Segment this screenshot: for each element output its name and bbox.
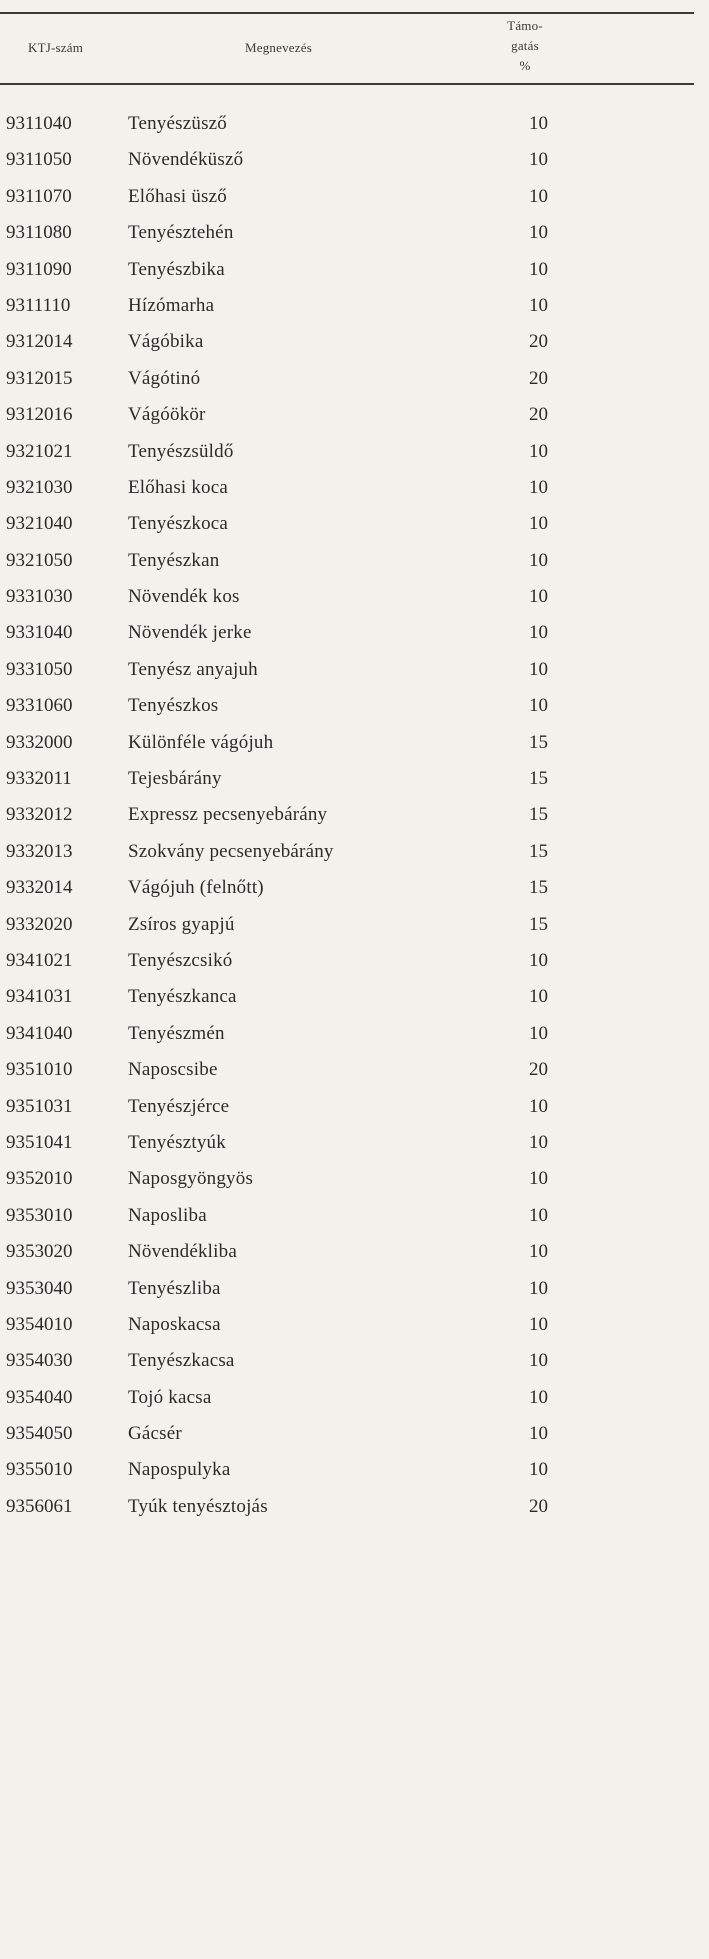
row-code: 9311050 xyxy=(6,149,72,171)
row-name: Tenyésztyúk xyxy=(128,1131,226,1153)
row-percent: 10 xyxy=(529,1423,548,1445)
row-code: 9354040 xyxy=(6,1386,73,1408)
table-row xyxy=(0,510,709,546)
row-name: Tenyészbika xyxy=(128,258,225,280)
row-code: 9311040 xyxy=(6,113,72,134)
row-percent: 10 xyxy=(529,294,548,316)
header-rule xyxy=(0,83,694,85)
row-code: 9311070 xyxy=(6,185,72,207)
table-row xyxy=(0,1165,709,1201)
row-code: 9332012 xyxy=(6,804,73,826)
table-row xyxy=(0,765,709,801)
row-percent: 10 xyxy=(529,1095,548,1117)
row-code: 9352010 xyxy=(6,1168,73,1190)
row-name: Expressz pecsenyebárány xyxy=(128,804,328,826)
row-percent: 10 xyxy=(529,1313,548,1335)
table-row xyxy=(0,547,709,583)
row-name: Vágójuh (felnőtt) xyxy=(128,877,264,899)
row-name: Napospulyka xyxy=(128,1459,231,1481)
row-percent: 10 xyxy=(529,1241,548,1263)
table-row xyxy=(0,1311,709,1347)
column-header-percent-line3: % xyxy=(519,58,531,73)
row-name: Tenyészkan xyxy=(128,549,220,571)
row-name: Naposkacsa xyxy=(128,1313,221,1335)
row-code: 9354010 xyxy=(6,1313,73,1335)
row-code: 9332000 xyxy=(6,731,73,753)
row-percent: 10 xyxy=(529,113,548,134)
table-row xyxy=(0,729,709,765)
row-code: 9351031 xyxy=(6,1095,73,1117)
table-row xyxy=(0,656,709,692)
table-row xyxy=(0,1347,709,1383)
row-percent: 10 xyxy=(529,1168,548,1190)
row-code: 9311080 xyxy=(6,222,72,244)
row-code: 9332020 xyxy=(6,913,73,935)
row-code: 9351010 xyxy=(6,1059,73,1081)
row-name: Naposliba xyxy=(128,1204,207,1226)
table-row xyxy=(0,365,709,401)
table-row xyxy=(0,474,709,510)
row-percent: 10 xyxy=(529,1204,548,1226)
row-name: Vágóbika xyxy=(128,331,204,353)
table-row xyxy=(0,1275,709,1311)
table-row xyxy=(0,583,709,619)
table-row xyxy=(0,1202,709,1238)
row-name: Növendék jerke xyxy=(128,622,252,644)
row-code: 9321030 xyxy=(6,476,73,498)
row-percent: 10 xyxy=(529,476,548,498)
column-header-name: Megnevezés xyxy=(245,40,312,55)
row-percent: 10 xyxy=(529,1277,548,1299)
row-name: Tenyész anyajuh xyxy=(128,658,258,680)
table-row xyxy=(0,619,709,655)
table-row xyxy=(0,438,709,474)
row-percent: 10 xyxy=(529,185,548,207)
row-percent: 10 xyxy=(529,949,548,971)
row-code: 9312015 xyxy=(6,367,73,389)
row-name: Vágóökör xyxy=(128,404,206,426)
row-code: 9353020 xyxy=(6,1241,73,1263)
table-row xyxy=(0,1129,709,1165)
row-percent: 15 xyxy=(529,913,548,935)
table-body xyxy=(0,110,709,1529)
row-percent: 20 xyxy=(529,1059,548,1081)
table-row xyxy=(0,838,709,874)
row-name: Növendék kos xyxy=(128,586,240,608)
row-percent: 15 xyxy=(529,804,548,826)
row-percent: 10 xyxy=(529,258,548,280)
row-code: 9332014 xyxy=(6,877,73,899)
row-percent: 10 xyxy=(529,658,548,680)
row-percent: 10 xyxy=(529,1022,548,1044)
row-code: 9332013 xyxy=(6,840,73,862)
row-name: Naposcsibe xyxy=(128,1059,218,1081)
row-name: Növendékliba xyxy=(128,1241,237,1263)
row-code: 9356061 xyxy=(6,1495,73,1517)
table-row xyxy=(0,401,709,437)
row-name: Tyúk tenyésztojás xyxy=(128,1495,268,1517)
row-name: Naposgyöngyös xyxy=(128,1168,254,1190)
row-code: 9321050 xyxy=(6,549,73,571)
table-row xyxy=(0,146,709,182)
row-name: Előhasi üsző xyxy=(128,185,227,207)
row-percent: 20 xyxy=(529,367,548,389)
row-percent: 20 xyxy=(529,331,548,353)
row-code: 9354030 xyxy=(6,1350,73,1372)
row-code: 9331050 xyxy=(6,658,73,680)
table-row xyxy=(0,219,709,255)
row-code: 9311110 xyxy=(6,294,71,316)
row-code: 9321040 xyxy=(6,513,73,535)
row-code: 9341040 xyxy=(6,1022,73,1044)
table-row xyxy=(0,256,709,292)
row-percent: 10 xyxy=(529,1386,548,1408)
row-percent: 10 xyxy=(529,986,548,1008)
row-percent: 15 xyxy=(529,768,548,790)
row-name: Tenyészsüldő xyxy=(128,440,234,462)
table-row xyxy=(0,983,709,1019)
row-code: 9353040 xyxy=(6,1277,73,1299)
row-code: 9311090 xyxy=(6,258,72,280)
table-row xyxy=(0,1493,709,1529)
row-name: Tenyészkacsa xyxy=(128,1350,235,1372)
row-percent: 10 xyxy=(529,586,548,608)
row-name: Tenyészkoca xyxy=(128,513,229,535)
row-name: Szokvány pecsenyebárány xyxy=(128,840,334,862)
row-name: Tenyésztehén xyxy=(128,222,234,244)
row-name: Tenyészkanca xyxy=(128,986,237,1008)
row-percent: 10 xyxy=(529,1459,548,1481)
table-row xyxy=(0,1020,709,1056)
table-row xyxy=(0,947,709,983)
row-code: 9341031 xyxy=(6,986,73,1008)
table-row xyxy=(0,1420,709,1456)
table-row xyxy=(0,110,709,146)
row-name: Zsíros gyapjú xyxy=(128,913,235,935)
row-name: Vágótinó xyxy=(128,367,201,389)
row-percent: 10 xyxy=(529,440,548,462)
row-code: 9332011 xyxy=(6,768,72,790)
row-name: Különféle vágójuh xyxy=(128,731,274,753)
row-percent: 20 xyxy=(529,1495,548,1517)
table-row xyxy=(0,1093,709,1129)
table-row xyxy=(0,328,709,364)
table-row xyxy=(0,692,709,728)
row-name: Tenyészmén xyxy=(128,1022,225,1044)
row-percent: 10 xyxy=(529,1350,548,1372)
row-name: Hízómarha xyxy=(128,294,215,316)
column-header-percent-line2: gatás xyxy=(511,38,539,53)
row-percent: 15 xyxy=(529,731,548,753)
row-name: Tenyészüsző xyxy=(128,113,227,134)
table-row xyxy=(0,1384,709,1420)
column-header-percent xyxy=(495,16,555,76)
row-percent: 10 xyxy=(529,222,548,244)
table-row xyxy=(0,801,709,837)
row-percent: 20 xyxy=(529,404,548,426)
row-code: 9354050 xyxy=(6,1423,73,1445)
row-percent: 10 xyxy=(529,695,548,717)
table-row xyxy=(0,874,709,910)
table-row xyxy=(0,292,709,328)
row-percent: 15 xyxy=(529,840,548,862)
row-name: Tenyészjérce xyxy=(128,1095,230,1117)
top-rule xyxy=(0,12,694,14)
row-code: 9312016 xyxy=(6,404,73,426)
row-name: Tejesbárány xyxy=(128,768,222,790)
row-name: Tenyészliba xyxy=(128,1277,221,1299)
row-code: 9331060 xyxy=(6,695,73,717)
table-row xyxy=(0,183,709,219)
column-header-percent-line1: Támo- xyxy=(507,18,543,33)
row-percent: 10 xyxy=(529,1131,548,1153)
row-name: Tojó kacsa xyxy=(128,1386,212,1408)
row-code: 9312014 xyxy=(6,331,73,353)
table-row xyxy=(0,911,709,947)
column-header-code: KTJ-szám xyxy=(28,40,84,55)
row-code: 9341021 xyxy=(6,949,73,971)
row-percent: 10 xyxy=(529,513,548,535)
row-code: 9331030 xyxy=(6,586,73,608)
row-percent: 10 xyxy=(529,622,548,644)
row-code: 9331040 xyxy=(6,622,73,644)
row-name: Tenyészcsikó xyxy=(128,949,233,971)
row-code: 9351041 xyxy=(6,1131,73,1153)
row-name: Gácsér xyxy=(128,1423,182,1445)
row-name: Tenyészkos xyxy=(128,695,219,717)
row-code: 9353010 xyxy=(6,1204,73,1226)
table-row xyxy=(0,1056,709,1092)
row-name: Növendéküsző xyxy=(128,149,244,171)
row-percent: 10 xyxy=(529,149,548,171)
row-percent: 10 xyxy=(529,549,548,571)
row-code: 9321021 xyxy=(6,440,73,462)
row-name: Előhasi koca xyxy=(128,476,229,498)
table-row xyxy=(0,1238,709,1274)
row-code: 9355010 xyxy=(6,1459,73,1481)
row-percent: 15 xyxy=(529,877,548,899)
table-row xyxy=(0,1456,709,1492)
